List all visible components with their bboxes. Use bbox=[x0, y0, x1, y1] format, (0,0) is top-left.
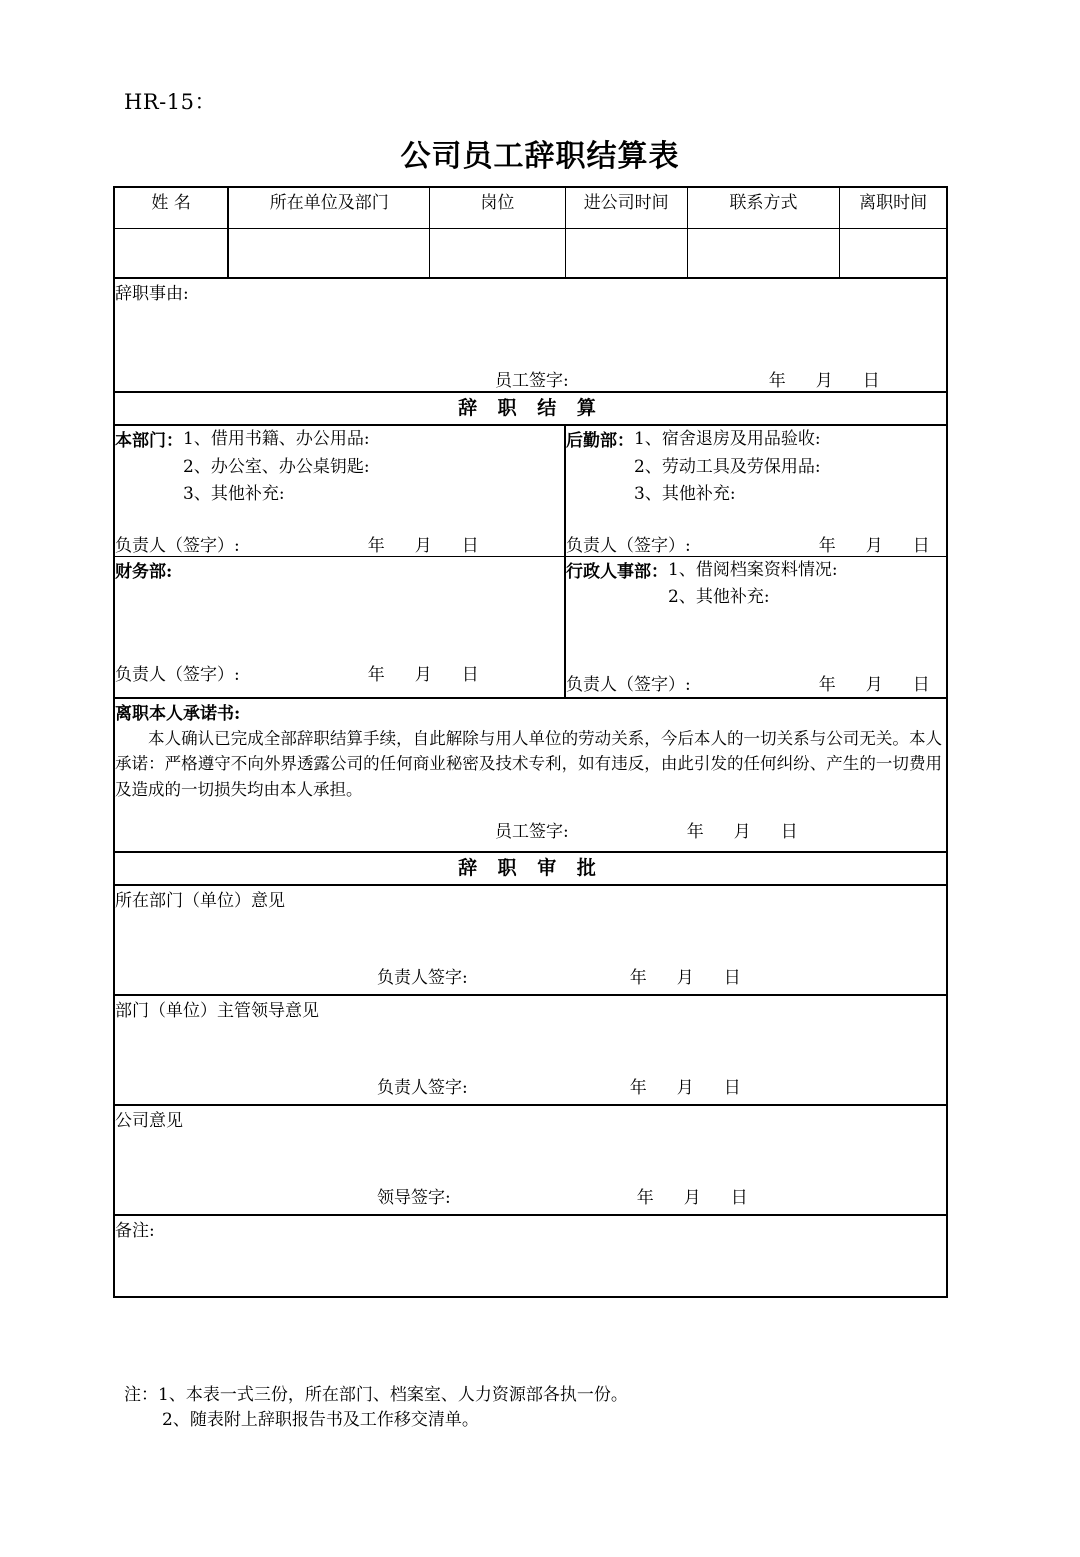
year-label: 年 bbox=[818, 535, 838, 556]
month-label: 月 bbox=[414, 535, 434, 556]
day-label: 日 bbox=[912, 674, 932, 695]
approval-banner: 辞 职 审 批 bbox=[114, 852, 947, 885]
approval-signature-line-department bbox=[115, 963, 946, 988]
commitment-signature-label: 员工签字: bbox=[495, 821, 569, 842]
month-label: 月 bbox=[414, 664, 434, 685]
approval-block-row-1 bbox=[114, 885, 947, 995]
day-label: 日 bbox=[723, 967, 743, 988]
hr-department-cell[interactable] bbox=[565, 556, 947, 698]
info-header-cell-position: 岗位 bbox=[430, 187, 565, 229]
approval-block-supervisor[interactable] bbox=[114, 995, 947, 1105]
approval-signature-label-department: 负责人签字: bbox=[377, 967, 468, 988]
approval-signature-line-company bbox=[115, 1183, 946, 1208]
logistics-department-items bbox=[634, 426, 821, 509]
month-label: 月 bbox=[865, 674, 885, 695]
approval-signature-line-supervisor bbox=[115, 1073, 946, 1098]
own-department-signature-label: 负责人（签字）: bbox=[115, 535, 240, 556]
settlement-banner-row bbox=[114, 392, 947, 425]
remarks-label: 备注: bbox=[115, 1220, 155, 1241]
year-label: 年 bbox=[818, 674, 838, 695]
resignation-reason-label: 辞职事由: bbox=[115, 284, 189, 304]
info-header-cell-unit: 所在单位及部门 bbox=[228, 187, 429, 229]
footer-note-2: 2、随表附上辞职报告书及工作移交清单。 bbox=[162, 1409, 479, 1430]
hr-department-item-2: 2、其他补充: bbox=[668, 587, 770, 608]
commitment-date-group bbox=[687, 817, 800, 842]
month-label: 月 bbox=[676, 967, 696, 988]
footer-notes bbox=[124, 1383, 628, 1432]
logistics-department-date-group bbox=[819, 531, 932, 556]
hr-department-item-1: 1、借阅档案资料情况: bbox=[668, 559, 838, 580]
commitment-row bbox=[114, 698, 947, 852]
logistics-department-signature-label: 负责人（签字）: bbox=[566, 535, 691, 556]
approval-block-row-2 bbox=[114, 995, 947, 1105]
info-value-unit[interactable] bbox=[228, 229, 429, 279]
hr-department-date-group bbox=[819, 670, 932, 695]
year-label: 年 bbox=[629, 1077, 649, 1098]
day-label: 日 bbox=[780, 821, 800, 842]
info-header-cell-name: 姓 名 bbox=[114, 187, 228, 229]
own-department-item-2: 2、办公室、办公桌钥匙: bbox=[183, 456, 370, 477]
commitment-signature-line bbox=[115, 817, 946, 842]
year-label: 年 bbox=[768, 371, 788, 391]
info-header-row bbox=[114, 187, 947, 229]
info-value-name[interactable] bbox=[114, 229, 228, 279]
logistics-department-cell[interactable] bbox=[565, 425, 947, 556]
own-department-item-3: 3、其他补充: bbox=[183, 484, 285, 505]
day-label: 日 bbox=[461, 664, 481, 685]
reason-date-group bbox=[769, 366, 882, 391]
day-label: 日 bbox=[461, 535, 481, 556]
finance-department-signature-label: 负责人（签字）: bbox=[115, 664, 240, 685]
resignation-settlement-form bbox=[113, 186, 948, 1298]
employee-signature-label: 员工签字: bbox=[495, 371, 569, 391]
approval-writing-area-company[interactable] bbox=[115, 1131, 946, 1183]
resignation-reason-cell[interactable] bbox=[114, 278, 947, 392]
month-label: 月 bbox=[815, 371, 835, 391]
day-label: 日 bbox=[862, 371, 882, 391]
commitment-body: 本人确认已完成全部辞职结算手续，自此解除与用人单位的劳动关系，今后本人的一切关系与公司无关。本人承诺：严格遵守不向外界透露公司的任何商业秘密及技术专利，如有违反，由此引发的任何纠纷、产生的一切费用及造成的一切损失均由本人承担。 bbox=[115, 728, 942, 800]
settlement-banner: 辞 职 结 算 bbox=[114, 392, 947, 425]
hr-department-signature-label: 负责人（签字）: bbox=[566, 674, 691, 695]
day-label: 日 bbox=[730, 1187, 750, 1208]
own-department-label: 本部门： bbox=[115, 431, 183, 451]
resignation-reason-row bbox=[114, 278, 947, 392]
approval-writing-area-department[interactable] bbox=[115, 911, 946, 963]
approval-block-department[interactable] bbox=[114, 885, 947, 995]
hr-department-items bbox=[668, 557, 838, 612]
approval-block-row-3 bbox=[114, 1105, 947, 1215]
logistics-department-signature-line bbox=[566, 531, 946, 556]
approval-date-group-company bbox=[637, 1183, 750, 1208]
approval-label-supervisor: 部门（单位）主管领导意见 bbox=[115, 1000, 319, 1021]
approval-date-group-department bbox=[630, 963, 743, 988]
hr-department-signature-line bbox=[566, 670, 946, 695]
info-header-cell-contact: 联系方式 bbox=[687, 187, 839, 229]
settlement-row-2 bbox=[114, 556, 947, 698]
document-code: HR-15： bbox=[124, 90, 216, 114]
approval-writing-area-supervisor[interactable] bbox=[115, 1021, 946, 1073]
approval-block-company[interactable] bbox=[114, 1105, 947, 1215]
approval-date-group-supervisor bbox=[630, 1073, 743, 1098]
finance-department-cell[interactable] bbox=[114, 556, 565, 698]
settlement-row-1 bbox=[114, 425, 947, 556]
logistics-department-item-2: 2、劳动工具及劳保用品: bbox=[634, 456, 821, 477]
commitment-cell bbox=[114, 698, 947, 852]
page-title: 公司员工辞职结算表 bbox=[400, 139, 680, 174]
resignation-reason-writing-area[interactable] bbox=[115, 304, 946, 366]
finance-department-writing-area[interactable] bbox=[115, 582, 564, 660]
finance-department-date-group bbox=[368, 660, 481, 685]
own-department-item-1: 1、借用书籍、办公用品: bbox=[183, 429, 370, 449]
approval-label-department: 所在部门（单位）意见 bbox=[115, 890, 285, 911]
remarks-row bbox=[114, 1215, 947, 1297]
finance-department-label: 财务部: bbox=[115, 561, 173, 582]
approval-banner-row bbox=[114, 852, 947, 885]
logistics-department-item-3: 3、其他补充: bbox=[634, 484, 736, 505]
hr-department-writing-area[interactable] bbox=[566, 612, 946, 670]
logistics-department-item-1: 1、宿舍退房及用品验收: bbox=[634, 429, 821, 449]
info-header-cell-join-date: 进公司时间 bbox=[565, 187, 687, 229]
info-value-row bbox=[114, 229, 947, 279]
month-label: 月 bbox=[733, 821, 753, 842]
own-department-signature-line bbox=[115, 531, 564, 556]
own-department-writing-area[interactable] bbox=[115, 509, 564, 531]
commitment-title: 离职本人承诺书: bbox=[115, 703, 241, 724]
year-label: 年 bbox=[629, 967, 649, 988]
approval-signature-label-company: 领导签字: bbox=[377, 1187, 451, 1208]
month-label: 月 bbox=[683, 1187, 703, 1208]
finance-department-signature-line bbox=[115, 660, 564, 685]
approval-label-company: 公司意见 bbox=[115, 1110, 183, 1131]
remarks-cell[interactable] bbox=[114, 1215, 947, 1297]
info-value-join-date[interactable] bbox=[565, 229, 687, 279]
employee-signature-line bbox=[115, 366, 946, 391]
year-label: 年 bbox=[636, 1187, 656, 1208]
month-label: 月 bbox=[676, 1077, 696, 1098]
month-label: 月 bbox=[865, 535, 885, 556]
year-label: 年 bbox=[686, 821, 706, 842]
own-department-date-group bbox=[368, 531, 481, 556]
approval-signature-label-supervisor: 负责人签字: bbox=[377, 1077, 468, 1098]
hr-department-label: 行政人事部： bbox=[566, 561, 669, 582]
own-department-items bbox=[183, 426, 370, 509]
year-label: 年 bbox=[367, 535, 387, 556]
footer-note-1: 注：1、本表一式三份，所在部门、档案室、人力资源部各执一份。 bbox=[124, 1385, 628, 1405]
info-value-contact[interactable] bbox=[687, 229, 839, 279]
own-department-cell[interactable] bbox=[114, 425, 565, 556]
info-header-cell-leave-date: 离职时间 bbox=[840, 187, 947, 229]
logistics-department-label: 后勤部： bbox=[566, 431, 635, 451]
day-label: 日 bbox=[723, 1077, 743, 1098]
year-label: 年 bbox=[367, 664, 387, 685]
info-value-leave-date[interactable] bbox=[840, 229, 947, 279]
logistics-department-writing-area[interactable] bbox=[566, 509, 946, 531]
info-value-position[interactable] bbox=[430, 229, 565, 279]
day-label: 日 bbox=[912, 535, 932, 556]
